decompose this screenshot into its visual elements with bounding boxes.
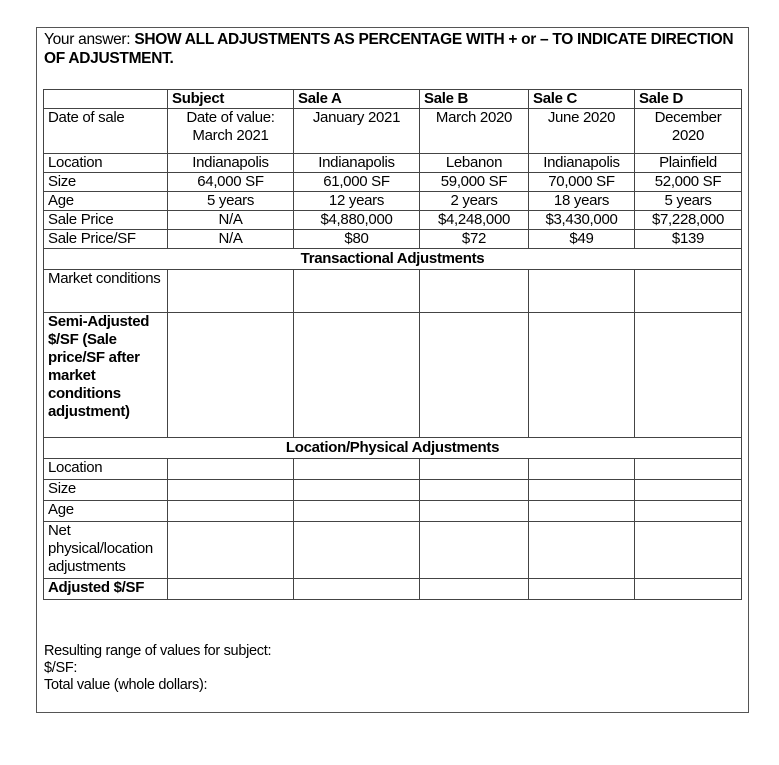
sales-comparison-grid — [43, 89, 742, 600]
input-subject[interactable] — [168, 522, 294, 579]
input-subject[interactable] — [168, 459, 294, 480]
input-sale-a[interactable] — [294, 579, 420, 600]
input-sale-a[interactable] — [294, 501, 420, 522]
row-label: Size — [44, 173, 168, 192]
cell-subject: 64,000 SF — [168, 173, 294, 192]
row-age — [44, 192, 742, 211]
input-sale-d[interactable] — [635, 313, 742, 438]
input-sale-b[interactable] — [420, 459, 529, 480]
input-sale-b[interactable] — [420, 480, 529, 501]
per-sf-label: $/SF: — [44, 660, 78, 676]
col-header-subject: Subject — [168, 90, 294, 109]
cell-sale-a: January 2021 — [294, 109, 420, 154]
section-title-location-physical: Location/Physical Adjustments — [44, 438, 742, 459]
instructions-emphasis: SHOW ALL ADJUSTMENTS AS PERCENTAGE WITH + or – TO INDICATE DIRECTION OF ADJUSTMENT. — [44, 31, 734, 67]
input-sale-c[interactable] — [529, 313, 635, 438]
input-sale-a[interactable] — [294, 459, 420, 480]
cell-sale-b: $72 — [420, 230, 529, 249]
cell-sale-b: 59,000 SF — [420, 173, 529, 192]
row-date-of-sale — [44, 109, 742, 154]
input-subject[interactable] — [168, 501, 294, 522]
input-sale-b[interactable] — [420, 579, 529, 600]
input-subject[interactable] — [168, 480, 294, 501]
cell-sale-c: $3,430,000 — [529, 211, 635, 230]
input-subject[interactable] — [168, 579, 294, 600]
input-sale-d[interactable] — [635, 480, 742, 501]
row-label: Date of sale — [44, 109, 168, 154]
col-header-sale-b: Sale B — [420, 90, 529, 109]
cell-sale-a: $80 — [294, 230, 420, 249]
cell-sale-c: Indianapolis — [529, 154, 635, 173]
cell-sale-b: $4,248,000 — [420, 211, 529, 230]
input-sale-d[interactable] — [635, 270, 742, 313]
row-size — [44, 173, 742, 192]
cell-sale-a: 61,000 SF — [294, 173, 420, 192]
row-label: Age — [44, 192, 168, 211]
col-header-sale-d: Sale D — [635, 90, 742, 109]
cell-subject: Indianapolis — [168, 154, 294, 173]
cell-sale-c: $49 — [529, 230, 635, 249]
cell-sale-d: 5 years — [635, 192, 742, 211]
cell-subject: 5 years — [168, 192, 294, 211]
input-sale-a[interactable] — [294, 480, 420, 501]
cell-subject: N/A — [168, 211, 294, 230]
input-sale-c[interactable] — [529, 480, 635, 501]
row-market-conditions — [44, 270, 742, 313]
input-sale-d[interactable] — [635, 522, 742, 579]
results-section — [44, 643, 271, 694]
row-semi-adjusted — [44, 313, 742, 438]
cell-subject: Date of value: March 2021 — [168, 109, 294, 154]
cell-sale-a: $4,880,000 — [294, 211, 420, 230]
input-sale-b[interactable] — [420, 501, 529, 522]
cell-sale-a: 12 years — [294, 192, 420, 211]
input-sale-c[interactable] — [529, 522, 635, 579]
row-size-adjustment — [44, 480, 742, 501]
row-label: Sale Price — [44, 211, 168, 230]
row-label: Adjusted $/SF — [44, 579, 168, 600]
input-sale-d[interactable] — [635, 459, 742, 480]
input-sale-d[interactable] — [635, 501, 742, 522]
row-sale-price — [44, 211, 742, 230]
input-sale-a[interactable] — [294, 522, 420, 579]
row-label: Sale Price/SF — [44, 230, 168, 249]
cell-sale-d: 52,000 SF — [635, 173, 742, 192]
instructions-prefix: Your answer: — [44, 31, 135, 48]
input-sale-c[interactable] — [529, 459, 635, 480]
cell-sale-d: $7,228,000 — [635, 211, 742, 230]
section-title-transactional: Transactional Adjustments — [44, 249, 742, 270]
cell-sale-b: Lebanon — [420, 154, 529, 173]
instructions — [44, 30, 744, 68]
section-transactional — [44, 249, 742, 270]
row-label: Size — [44, 480, 168, 501]
row-age-adjustment — [44, 501, 742, 522]
cell-sale-b: March 2020 — [420, 109, 529, 154]
section-location-physical — [44, 438, 742, 459]
header-row — [44, 90, 742, 109]
cell-sale-c: June 2020 — [529, 109, 635, 154]
row-location — [44, 154, 742, 173]
input-sale-b[interactable] — [420, 522, 529, 579]
input-sale-c[interactable] — [529, 270, 635, 313]
cell-sale-a: Indianapolis — [294, 154, 420, 173]
cell-sale-c: 70,000 SF — [529, 173, 635, 192]
row-label: Location — [44, 154, 168, 173]
row-label: Semi-Adjusted $/SF (Sale price/SF after market conditions adjustment) — [44, 313, 168, 438]
input-sale-b[interactable] — [420, 313, 529, 438]
cell-subject: N/A — [168, 230, 294, 249]
row-label: Market conditions — [44, 270, 168, 313]
row-adjusted-per-sf — [44, 579, 742, 600]
col-header-sale-c: Sale C — [529, 90, 635, 109]
row-sale-price-per-sf — [44, 230, 742, 249]
input-sale-b[interactable] — [420, 270, 529, 313]
row-net-adjustments — [44, 522, 742, 579]
input-subject[interactable] — [168, 313, 294, 438]
row-location-adjustment — [44, 459, 742, 480]
cell-sale-d: Plainfield — [635, 154, 742, 173]
row-label: Age — [44, 501, 168, 522]
row-label: Net physical/location adjustments — [44, 522, 168, 579]
header-blank-cell — [44, 90, 168, 109]
input-sale-d[interactable] — [635, 579, 742, 600]
input-sale-c[interactable] — [529, 501, 635, 522]
cell-sale-d: $139 — [635, 230, 742, 249]
row-label: Location — [44, 459, 168, 480]
range-label: Resulting range of values for subject: — [44, 643, 272, 659]
total-value-label: Total value (whole dollars): — [44, 677, 208, 693]
input-subject[interactable] — [168, 270, 294, 313]
input-sale-a[interactable] — [294, 270, 420, 313]
cell-sale-d: December 2020 — [635, 109, 742, 154]
cell-sale-c: 18 years — [529, 192, 635, 211]
cell-sale-b: 2 years — [420, 192, 529, 211]
input-sale-a[interactable] — [294, 313, 420, 438]
input-sale-c[interactable] — [529, 579, 635, 600]
col-header-sale-a: Sale A — [294, 90, 420, 109]
